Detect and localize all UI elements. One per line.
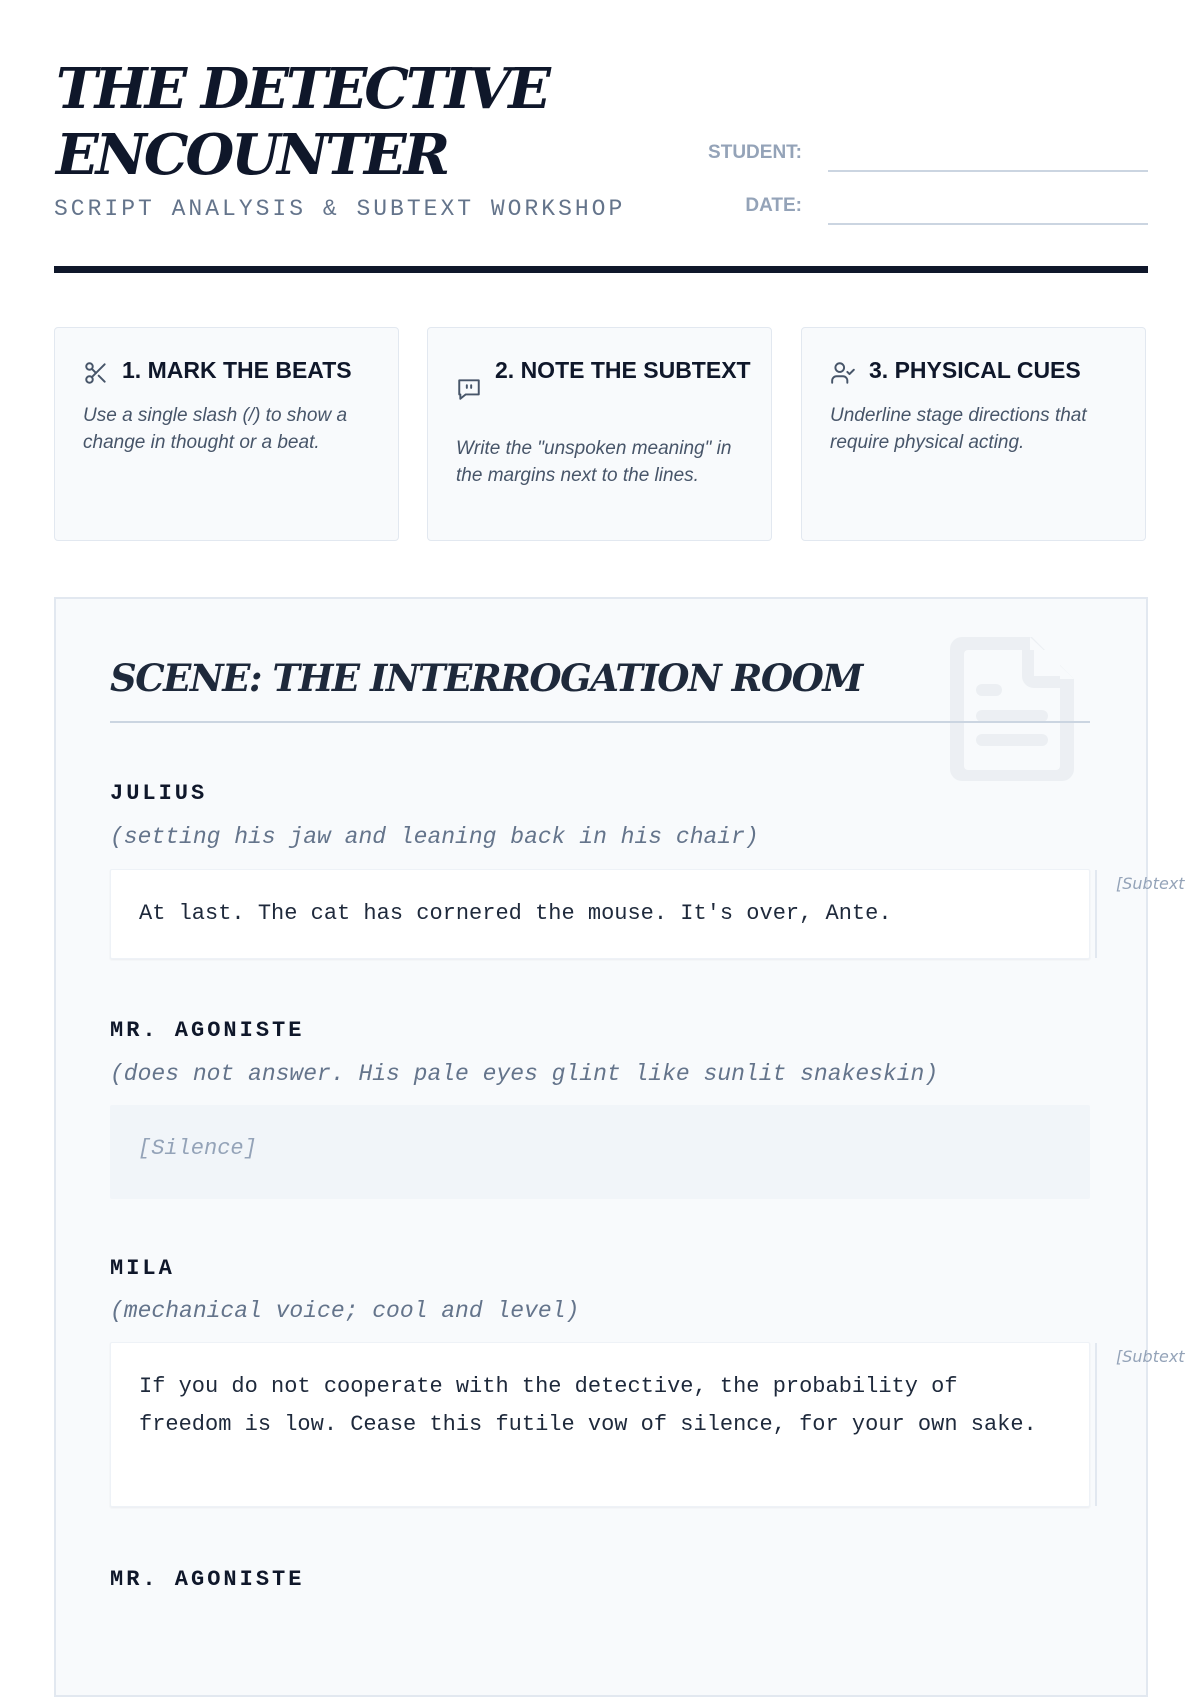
instruction-card-subtext bbox=[427, 327, 772, 541]
date-label: DATE: bbox=[745, 195, 802, 216]
subtext-margin-note[interactable]: [Subtext bbox=[1116, 874, 1185, 893]
character-name: MR. AGONISTE bbox=[110, 1567, 305, 1592]
worksheet-page bbox=[54, 0, 1185, 1592]
character-name: MILA bbox=[110, 1256, 175, 1281]
margin-divider bbox=[1095, 870, 1097, 958]
student-label: STUDENT: bbox=[708, 142, 802, 163]
character-name: JULIUS bbox=[110, 781, 208, 806]
stage-direction: (setting his jaw and leaning back in his chair) bbox=[110, 824, 759, 850]
scene-title: SCENE: THE INTERROGATION ROOM bbox=[110, 656, 862, 700]
student-field[interactable] bbox=[828, 170, 1148, 172]
date-field[interactable] bbox=[828, 223, 1148, 225]
card-description: Underline stage directions that require physical acting. bbox=[830, 405, 1087, 453]
card-title: 1. MARK THE BEATS bbox=[122, 357, 352, 383]
script-panel bbox=[54, 597, 1185, 1697]
document-icon bbox=[950, 634, 1080, 784]
card-title: 3. PHYSICAL CUES bbox=[869, 357, 1081, 383]
stage-direction: (does not answer. His pale eyes glint like sunlit snakeskin) bbox=[110, 1061, 939, 1087]
stage-direction: (mechanical voice; cool and level) bbox=[110, 1298, 580, 1324]
instruction-card-beats bbox=[54, 327, 399, 541]
page-title: THE DETECTIVE ENCOUNTER bbox=[56, 56, 548, 188]
dialogue-silence: [Silence] bbox=[110, 1105, 1090, 1199]
card-description: Write the "unspoken meaning" in the margins next to the lines. bbox=[456, 438, 732, 486]
instruction-card-physical bbox=[801, 327, 1146, 541]
dialogue-line: If you do not cooperate with the detective, the probability of freedom is low. Cease this futile vow of silence, for your own sake. bbox=[110, 1342, 1090, 1507]
user-check-icon bbox=[830, 360, 856, 386]
header-divider bbox=[54, 266, 1148, 273]
page-subtitle: SCRIPT ANALYSIS & SUBTEXT WORKSHOP bbox=[54, 196, 626, 222]
scissors-icon bbox=[83, 360, 109, 386]
quote-bubble-icon bbox=[456, 376, 482, 402]
card-title: 2. NOTE THE SUBTEXT bbox=[495, 357, 751, 383]
scene-divider bbox=[110, 721, 1090, 723]
character-name: MR. AGONISTE bbox=[110, 1018, 305, 1043]
subtext-margin-note[interactable]: [Subtext bbox=[1116, 1347, 1185, 1366]
worksheet-header bbox=[54, 0, 1148, 274]
instruction-cards bbox=[54, 327, 1148, 543]
margin-divider bbox=[1095, 1343, 1097, 1506]
card-description: Use a single slash (/) to show a change in thought or a beat. bbox=[83, 405, 348, 453]
dialogue-line: At last. The cat has cornered the mouse. It's over, Ante. bbox=[110, 869, 1090, 959]
